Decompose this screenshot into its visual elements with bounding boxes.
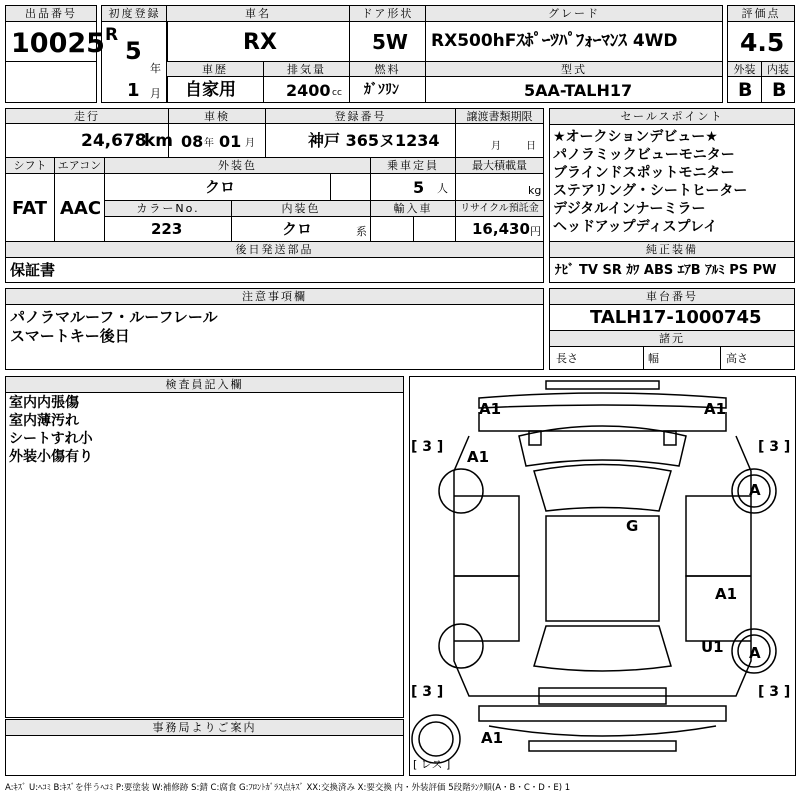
recycle-cell bbox=[455, 216, 544, 242]
equipment: ﾅﾋﾞ TV SR ｶﾜ ABS ｴｱB ｱﾙﾐ PS PW bbox=[555, 263, 777, 278]
inspection-cell bbox=[168, 123, 266, 158]
inspection-year: 08 bbox=[181, 132, 204, 151]
legend: A:ｷｽﾞ U:ﾍｺﾐ B:ｷｽﾞを伴うﾍｺﾐ P:要塗装 W:補修跡 S:錆 C:腐食 G:ﾌﾛﾝﾄｶﾞﾗｽ点ｷｽﾞ XX:交換済み X:要交換 内・外装評価 5段階ﾗﾝｸ順(A・B・C・D・E) 1 bbox=[5, 783, 571, 793]
score-header: 評価点 bbox=[727, 5, 795, 22]
lot-no-blank bbox=[5, 61, 97, 103]
aircon: AAC bbox=[60, 198, 102, 219]
plate: 神戸 365ヌ1234 bbox=[308, 131, 440, 150]
transfer-month-unit: 月 bbox=[491, 141, 501, 152]
left-front-door bbox=[454, 496, 519, 576]
chassis-no-header: 車台番号 bbox=[549, 288, 795, 305]
car-diagram-svg bbox=[409, 376, 796, 776]
capacity-header: 乗車定員 bbox=[370, 157, 456, 174]
inspection-year-unit: 年 bbox=[204, 138, 214, 149]
office-header: 事務局よりご案内 bbox=[5, 719, 404, 736]
aircon-cell bbox=[54, 173, 105, 242]
inspector-note: シートすれ小 bbox=[9, 431, 93, 447]
recycle: 16,430 bbox=[472, 220, 530, 238]
displacement-unit: cc bbox=[332, 88, 342, 98]
max-load-header: 最大積載量 bbox=[455, 157, 544, 174]
capacity-unit: 人 bbox=[437, 182, 448, 195]
ext-color: クロ bbox=[205, 178, 236, 196]
exterior-cell bbox=[727, 76, 762, 103]
exterior-grade: B bbox=[738, 79, 753, 101]
model-code-header: 型式 bbox=[425, 61, 723, 77]
spec-length: 長さ bbox=[556, 352, 578, 365]
roof bbox=[546, 516, 659, 621]
era: R bbox=[105, 25, 119, 45]
fuel-header: 燃料 bbox=[349, 61, 426, 77]
transfer-day-unit: 日 bbox=[526, 141, 536, 152]
history-header: 車歴 bbox=[166, 61, 264, 77]
damage-roof: G bbox=[626, 517, 639, 535]
sales-points-header: セールスポイント bbox=[549, 108, 795, 125]
inspector-box bbox=[5, 392, 404, 718]
chassis-no: TALH17-1000745 bbox=[590, 307, 762, 328]
interior-grade: B bbox=[772, 79, 787, 101]
sales-point: デジタルインナーミラー bbox=[553, 201, 706, 217]
transfer-doc-cell bbox=[455, 123, 544, 158]
int-color-header: 内装色 bbox=[231, 200, 371, 217]
sales-points-box bbox=[549, 124, 795, 242]
exterior-header: 外装 bbox=[727, 61, 762, 77]
hood bbox=[519, 426, 686, 466]
first-reg-year: 5 bbox=[125, 37, 142, 65]
history: 自家用 bbox=[185, 80, 236, 100]
displacement-cell bbox=[263, 76, 350, 103]
import-header: 輸入車 bbox=[370, 200, 456, 217]
sales-point: ヘッドアップディスプレイ bbox=[553, 219, 718, 235]
wheel-left-rear bbox=[439, 624, 483, 668]
front-bumper-top bbox=[546, 381, 659, 389]
damage-front-left: A1 bbox=[479, 400, 502, 418]
lot-no: 10025 bbox=[11, 28, 105, 59]
recycle-unit: 円 bbox=[530, 225, 541, 238]
fuel: ｶﾞｿﾘﾝ bbox=[364, 82, 399, 98]
specs-header: 諸元 bbox=[549, 330, 795, 347]
equipment-header: 純正装備 bbox=[549, 241, 795, 258]
later-parts-header: 後日発送部品 bbox=[5, 241, 544, 258]
specs-cell bbox=[549, 346, 795, 370]
grade-cell bbox=[425, 21, 723, 62]
left-rear-door bbox=[454, 576, 519, 641]
capacity-cell bbox=[370, 173, 456, 201]
sales-point: ステアリング・シートヒーター bbox=[553, 183, 748, 199]
rear-bumper bbox=[479, 706, 726, 721]
score: 4.5 bbox=[740, 28, 785, 57]
lot-no-header: 出品番号 bbox=[5, 5, 97, 22]
interior-cell bbox=[761, 76, 795, 103]
damage-right-rear-fender: U1 bbox=[701, 638, 724, 656]
damage-right-rear-door: A1 bbox=[715, 585, 738, 603]
spec-height: 高さ bbox=[726, 352, 748, 365]
damage-left-fender: A1 bbox=[467, 448, 490, 466]
notes-header: 注意事項欄 bbox=[5, 288, 544, 305]
spec-width: 幅 bbox=[648, 352, 659, 365]
max-load-cell bbox=[455, 173, 544, 201]
mileage-unit: km bbox=[144, 131, 174, 151]
recycle-header: リサイクル預託金 bbox=[455, 200, 544, 217]
ext-color-extra bbox=[330, 173, 371, 201]
inspector-header: 検査員記入欄 bbox=[5, 376, 404, 393]
note-line: パノラマルーフ・ルーフレール bbox=[10, 308, 218, 326]
history-cell bbox=[166, 76, 264, 103]
sales-point: ブラインドスポットモニター bbox=[553, 165, 735, 181]
first-reg-header: 初度登録 bbox=[101, 5, 168, 22]
equipment-cell bbox=[549, 257, 795, 283]
ext-color-header: 外装色 bbox=[104, 157, 371, 174]
mileage-header: 走行 bbox=[5, 108, 169, 124]
note-line: スマートキー後日 bbox=[10, 327, 130, 345]
color-no-cell bbox=[104, 216, 232, 242]
lot-no-cell bbox=[5, 21, 105, 62]
shift-header: シフト bbox=[5, 157, 55, 174]
displacement: 2400 bbox=[286, 81, 331, 100]
front-bumper-bottom bbox=[479, 412, 726, 431]
car-name: RX bbox=[243, 30, 277, 55]
damage-rear: A1 bbox=[481, 729, 504, 747]
score-cell bbox=[727, 21, 795, 62]
first-reg-cell bbox=[101, 21, 168, 103]
transfer-doc-header: 譲渡書類期限 bbox=[455, 108, 544, 124]
max-load-unit: kg bbox=[528, 184, 542, 197]
windshield bbox=[534, 465, 671, 512]
car-name-cell bbox=[166, 21, 350, 62]
grade-header: グレード bbox=[425, 5, 723, 22]
color-no: 223 bbox=[151, 220, 183, 238]
rear-plate bbox=[529, 741, 676, 751]
damage-spare: [ レス ] bbox=[413, 758, 451, 771]
mileage-cell bbox=[5, 123, 174, 158]
displacement-header: 排気量 bbox=[263, 61, 350, 77]
office-box bbox=[5, 735, 404, 776]
damage-bracket-lf: [ 3 ] bbox=[411, 439, 444, 455]
door-header: ドア形状 bbox=[349, 5, 426, 22]
int-color-cell bbox=[231, 216, 371, 242]
int-color-unit: 系 bbox=[356, 225, 367, 238]
damage-wheel-rr: A bbox=[749, 644, 761, 662]
body-outline bbox=[454, 436, 751, 696]
wheel-left-front bbox=[439, 469, 483, 513]
later-parts-cell bbox=[5, 257, 544, 283]
plate-header: 登録番号 bbox=[265, 108, 456, 124]
door-type: 5W bbox=[372, 30, 408, 54]
model-code: 5AA-TALH17 bbox=[524, 81, 633, 100]
month-unit: 月 bbox=[150, 87, 161, 100]
inspector-note: 室内薄汚れ bbox=[9, 413, 79, 429]
later-parts: 保証書 bbox=[10, 261, 56, 279]
rear-bottom bbox=[489, 726, 716, 736]
inspection-month: 01 bbox=[219, 132, 242, 151]
damage-front-right: A1 bbox=[704, 400, 727, 418]
sales-point: パノラミックビューモニター bbox=[553, 147, 735, 163]
first-reg-month: 1 bbox=[127, 80, 140, 101]
plate-cell bbox=[265, 123, 456, 158]
model-code-cell bbox=[425, 76, 723, 103]
rear-window bbox=[534, 626, 671, 671]
damage-bracket-rf: [ 3 ] bbox=[758, 439, 791, 455]
damage-bracket-lr: [ 3 ] bbox=[411, 684, 444, 700]
grade: RX500hFｽﾎﾟｰﾂﾊﾟﾌｫｰﾏﾝｽ 4WD bbox=[431, 31, 678, 51]
shift: FAT bbox=[12, 198, 48, 219]
inspector-note: 外装小傷有り bbox=[9, 449, 93, 465]
shift-cell bbox=[5, 173, 55, 242]
ext-color-cell bbox=[104, 173, 331, 201]
door-cell bbox=[349, 21, 426, 62]
front-bumper bbox=[479, 393, 726, 408]
chassis-no-cell bbox=[549, 304, 795, 331]
notes-box bbox=[5, 304, 544, 370]
car-name-header: 車名 bbox=[166, 5, 350, 22]
inspection-header: 車検 bbox=[168, 108, 266, 124]
interior-header: 内装 bbox=[761, 61, 795, 77]
sales-point: ★オークションデビュー★ bbox=[553, 129, 718, 145]
import-cell bbox=[370, 216, 456, 242]
inspector-note: 室内内張傷 bbox=[9, 395, 79, 411]
fuel-cell bbox=[349, 76, 426, 103]
spare-wheel-inner bbox=[419, 722, 453, 756]
inspection-month-unit: 月 bbox=[245, 138, 255, 149]
color-no-header: カラーNo. bbox=[104, 200, 232, 217]
damage-bracket-rr: [ 3 ] bbox=[758, 684, 791, 700]
damage-wheel-rf: A bbox=[749, 481, 761, 499]
capacity: 5 bbox=[413, 178, 425, 197]
aircon-header: エアコン bbox=[54, 157, 105, 174]
int-color: クロ bbox=[282, 220, 313, 238]
mileage: 24,678 bbox=[81, 131, 147, 151]
year-unit: 年 bbox=[150, 62, 161, 75]
